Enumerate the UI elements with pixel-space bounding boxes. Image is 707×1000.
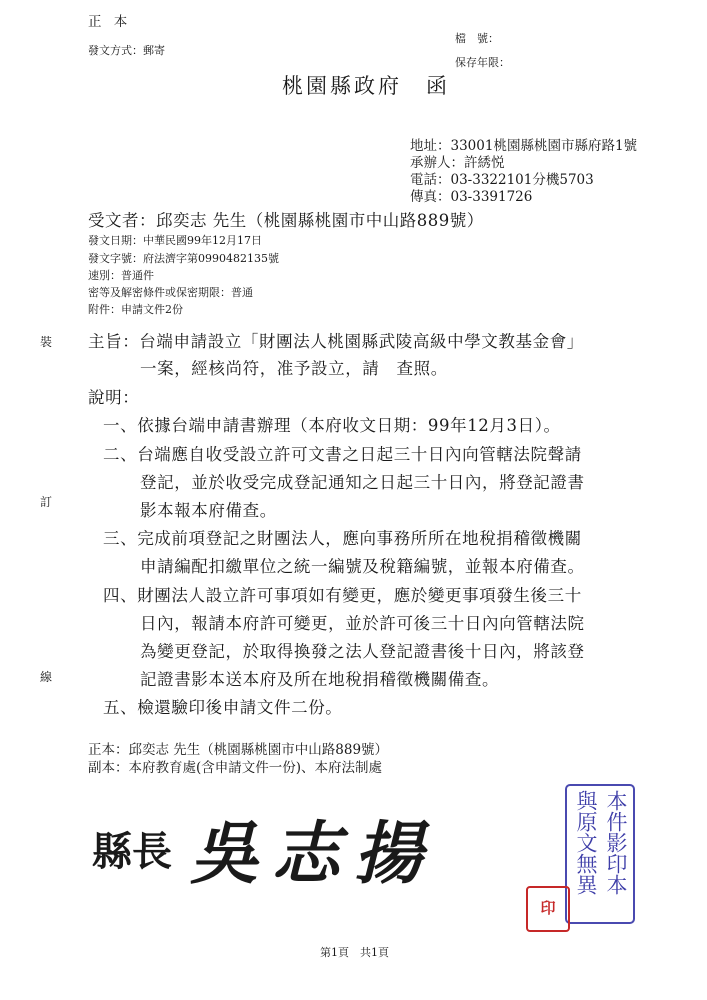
item-3-line-1: 三、完成前項登記之財團法人，應向事務所所在地稅捐稽徵機關 — [103, 529, 582, 548]
issue-date: 發文日期：中華民國99年12月17日 — [88, 234, 262, 247]
certified-copy-stamp — [565, 784, 635, 924]
item-4-line-3: 為變更登記，於取得換發之法人登記證書後十日內，將該登 — [140, 642, 585, 661]
item-2-line-2: 登記，並於收受完成登記通知之日起三十日內，將登記證書 — [140, 473, 585, 492]
item-5: 五、檢還驗印後申請文件二份。 — [103, 698, 343, 717]
item-1: 一、依據台端申請書辦理（本府收文日期：99年12月3日）。 — [103, 416, 561, 435]
delivery-method: 發文方式：郵寄 — [88, 44, 165, 57]
binding-mark-2: 訂 — [40, 495, 53, 509]
fax: 傳真：03-3391726 — [410, 189, 533, 205]
signature-name: 吳志揚 — [190, 814, 437, 894]
recipient: 受文者：邱奕志 先生（桃園縣桃園市中山路889號） — [88, 211, 484, 230]
stamp-right-column: 本件影印本 — [604, 790, 628, 895]
binding-mark-3: 線 — [40, 670, 53, 684]
address: 地址：33001桃園縣桃園市縣府路1號 — [410, 138, 638, 154]
stamp-left-column: 與原文無異 — [574, 790, 598, 895]
original-copy: 正本：邱奕志 先生（桃園縣桃園市中山路889號） — [88, 742, 389, 758]
item-4-line-1: 四、財團法人設立許可事項如有變更，應於變更事項發生後三十 — [103, 586, 582, 605]
explanation-label: 說明： — [88, 388, 140, 407]
subject-line-2: 一案，經核尚符，准予設立，請 查照。 — [140, 359, 448, 378]
item-4-line-2: 日內，報請本府許可變更，並於許可後三十日內向管轄法院 — [140, 614, 585, 633]
copy-mark: 正 本 — [88, 14, 132, 30]
handler: 承辦人：許綉悦 — [410, 155, 505, 171]
item-3-line-2: 申請編配扣繳單位之統一編號及稅籍編號，並報本府備查。 — [140, 557, 585, 576]
attachment: 附件：申請文件2份 — [88, 303, 183, 316]
signature-title: 縣長 — [92, 828, 172, 875]
item-4-line-4: 記證書影本送本府及所在地稅捐稽徵機關備查。 — [140, 670, 500, 689]
issue-number: 發文字號：府法濟字第0990482135號 — [88, 252, 279, 265]
item-2-line-3: 影本報本府備查。 — [140, 501, 277, 520]
red-seal: 印 — [526, 886, 570, 932]
item-2-line-1: 二、台端應自收受設立許可文書之日起三十日內向管轄法院聲請 — [103, 445, 582, 464]
page-footer: 第1頁 共1頁 — [320, 946, 389, 959]
speed-class: 速別：普通件 — [88, 269, 154, 282]
subject-line-1: 主旨：台端申請設立「財團法人桃園縣武陵高級中學文教基金會」 — [88, 332, 584, 351]
phone: 電話：03-3322101分機5703 — [410, 172, 594, 188]
duplicate-copy: 副本：本府教育處(含申請文件一份)、本府法制處 — [88, 760, 383, 776]
binding-mark-1: 裝 — [40, 335, 53, 349]
document-title: 桃園縣政府 函 — [282, 74, 450, 98]
file-number-label: 檔 號： — [455, 32, 499, 45]
secrecy-level: 密等及解密條件或保密期限：普通 — [88, 286, 253, 299]
retention-label: 保存年限： — [455, 56, 510, 69]
